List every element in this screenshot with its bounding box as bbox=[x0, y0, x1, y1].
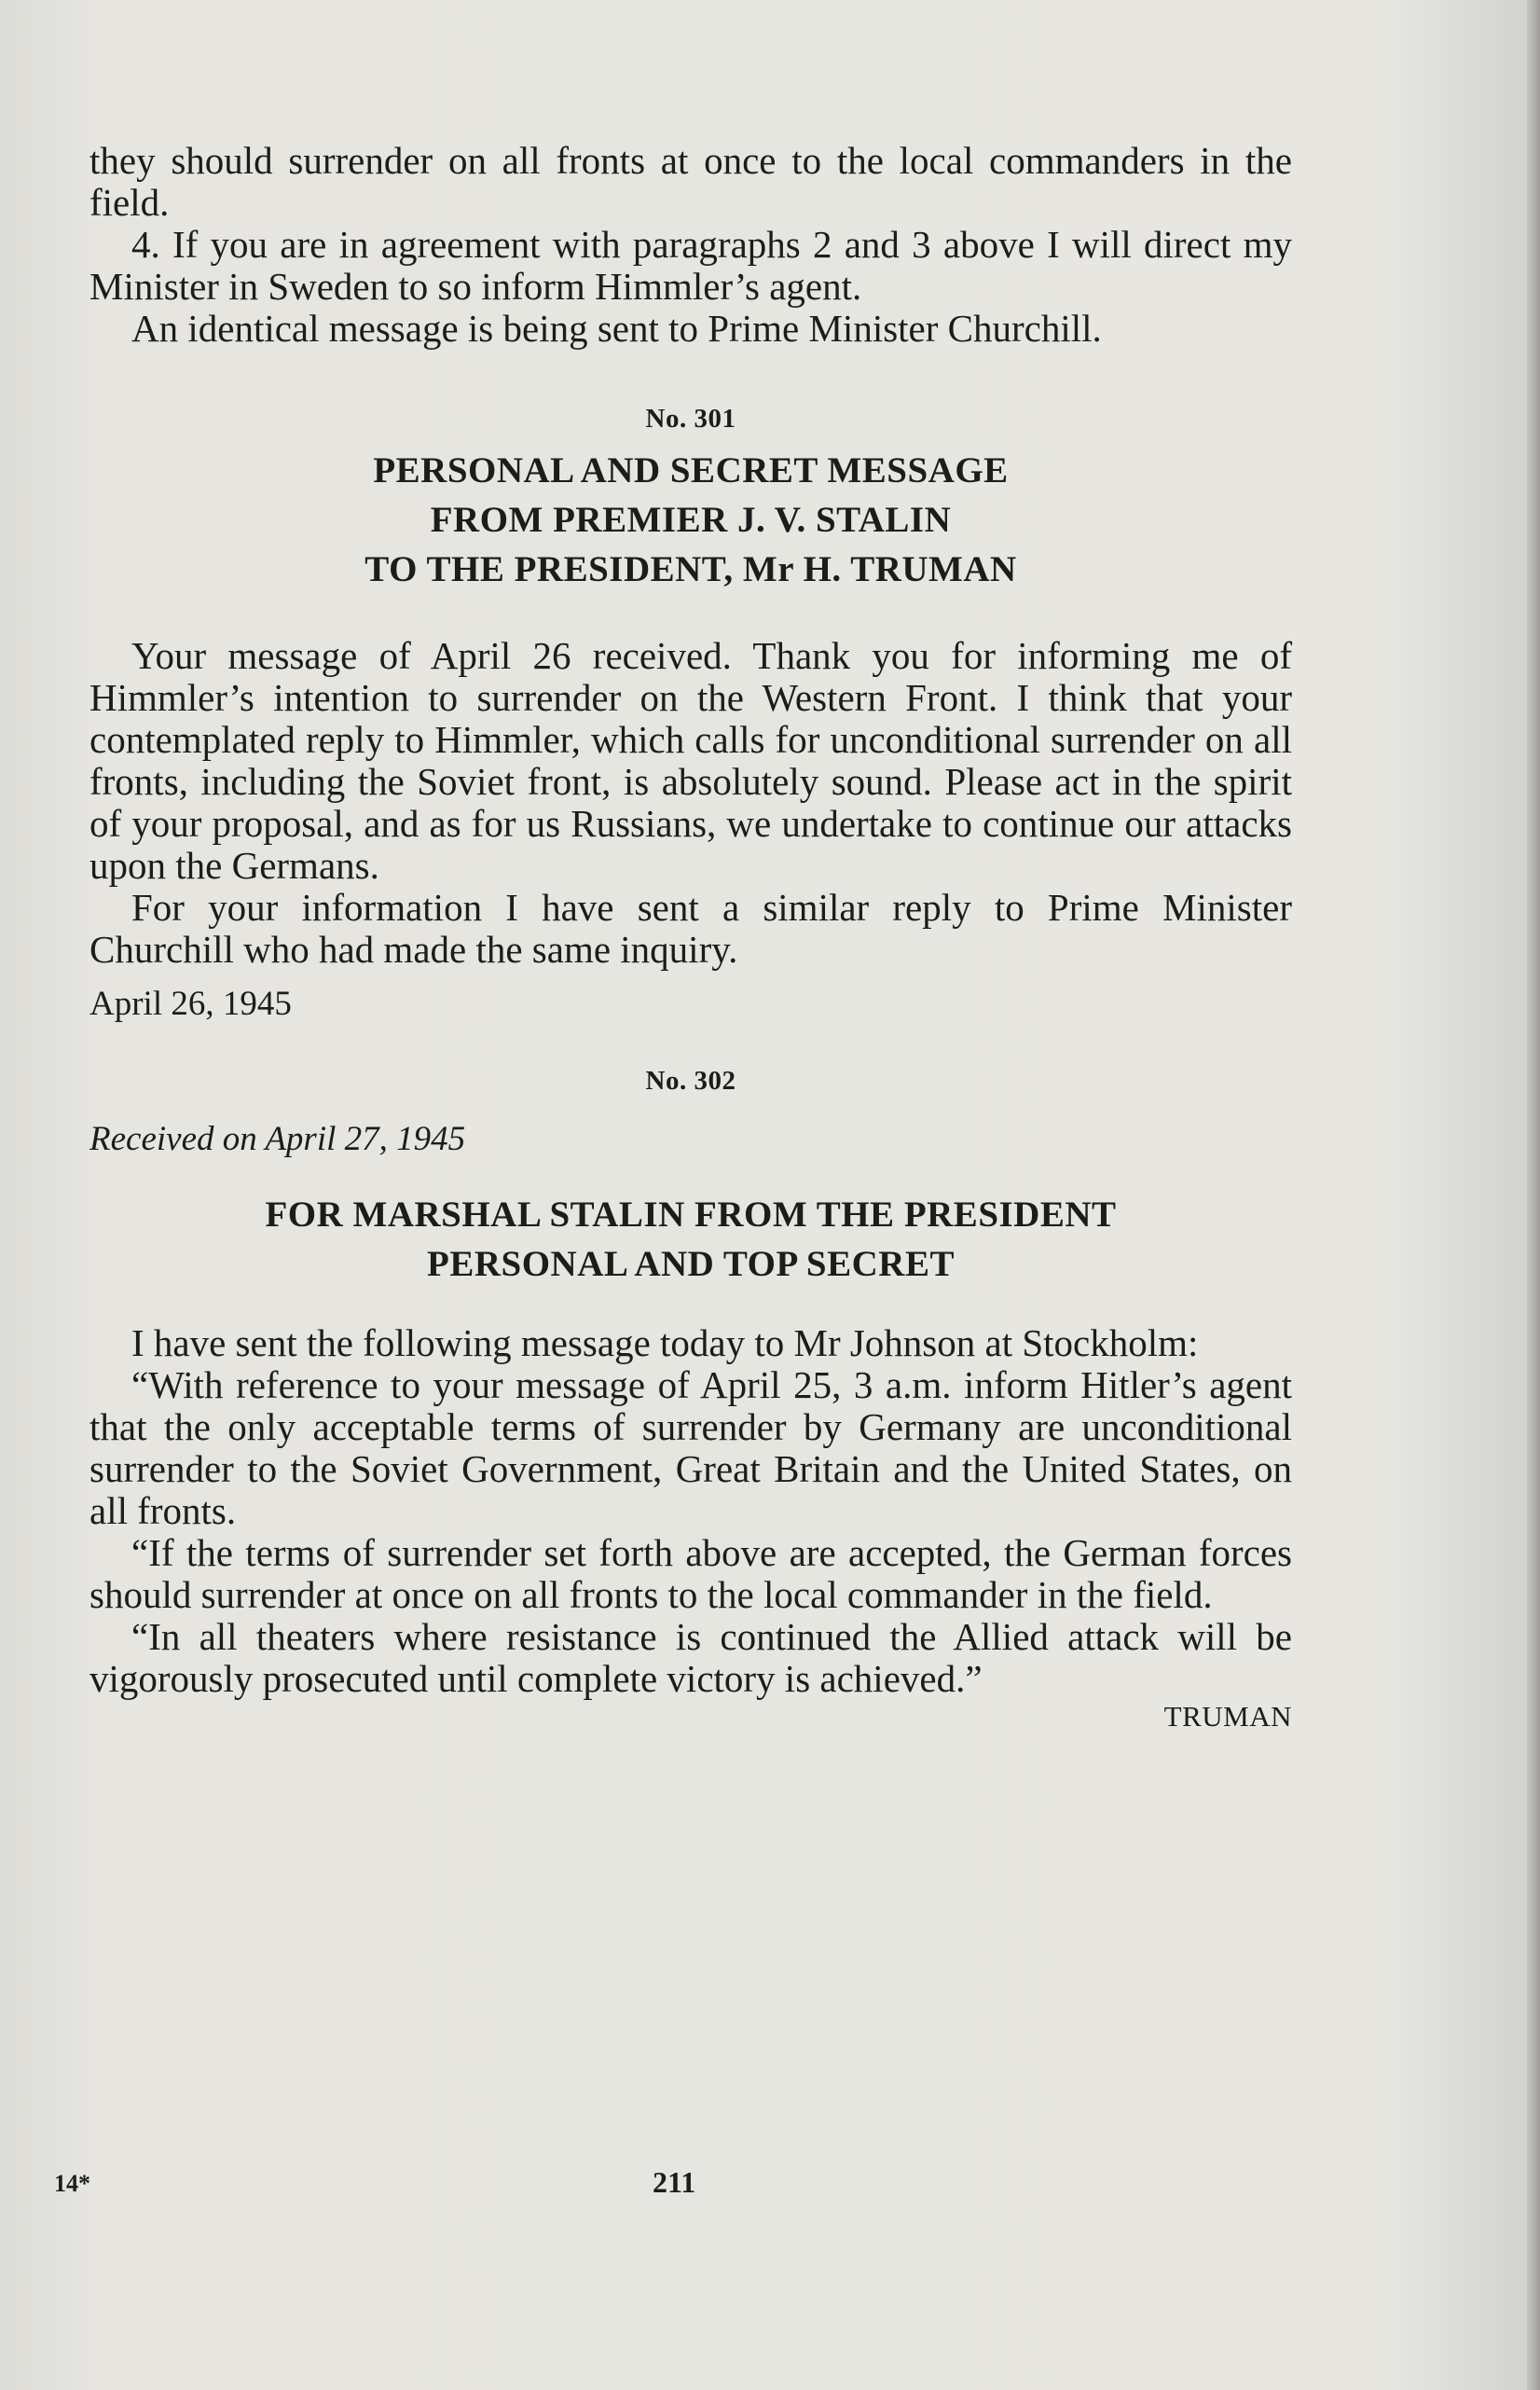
signature-mark: 14* bbox=[54, 2170, 90, 2197]
continuation-paragraph-2: 4. If you are in agreement with paragraphs 2 and 3 above I will direct my Minister in Sweden to so inform Himmler’s agent. bbox=[89, 223, 1292, 308]
message-301-paragraph-2: For your information I have sent a similar reply to Prime Minister Churchill who had made the same inquiry. bbox=[89, 886, 1292, 971]
heading-301-line-2: FROM PREMIER J. V. STALIN bbox=[430, 500, 952, 540]
heading-302-line-2: PERSONAL AND TOP SECRET bbox=[427, 1244, 955, 1284]
document-number-301: No. 301 bbox=[645, 404, 736, 434]
continuation-paragraph-3: An identical message is being sent to Prime Minister Churchill. bbox=[131, 307, 1102, 350]
page-edge-shadow bbox=[1527, 0, 1540, 2390]
message-302-paragraph-3: “If the terms of surrender set forth above are accepted, the German forces should surrender at once on all fronts to the local commander in the field. bbox=[89, 1531, 1292, 1616]
message-301-paragraph-1: Your message of April 26 received. Thank you for informing me of Himmler’s intention to surrender on the Western Front. I think that your contemplated reply to Himmler, which calls for unconditional surrender on all fronts, including the Soviet front, is absolutely sound. Please act in the spirit of your proposal, and as for us Russians, we undertake to continue our attacks upon the Germans. bbox=[89, 634, 1292, 887]
message-302-paragraph-2: “With reference to your message of April 25, 3 a.m. inform Hitler’s agent that the only acceptable terms of surrender by Germany are unconditional surrender to the Soviet Government, Great Britain and the United States, on all fronts. bbox=[89, 1363, 1292, 1532]
continuation-paragraph-1: they should surrender on all fronts at once to the local commanders in the field. bbox=[89, 139, 1292, 224]
heading-301-line-3: TO THE PRESIDENT, Mr H. TRUMAN bbox=[364, 549, 1017, 589]
message-302-paragraph-4: “In all theaters where resistance is continued the Allied attack will be vigorously prosecuted until complete victory is achieved.” bbox=[89, 1615, 1292, 1700]
document-number-302: No. 302 bbox=[645, 1066, 736, 1096]
text-column bbox=[89, 140, 1292, 1734]
heading-302-line-1: FOR MARSHAL STALIN FROM THE PRESIDENT bbox=[265, 1195, 1117, 1235]
message-301-date: April 26, 1945 bbox=[89, 985, 292, 1023]
received-date-302: Received on April 27, 1945 bbox=[89, 1120, 466, 1158]
page-number: 211 bbox=[653, 2165, 696, 2199]
message-302-paragraph-1: I have sent the following message today to Mr Johnson at Stockholm: bbox=[131, 1321, 1199, 1364]
heading-301-line-1: PERSONAL AND SECRET MESSAGE bbox=[373, 450, 1009, 490]
signature-truman: TRUMAN bbox=[1163, 1700, 1292, 1733]
